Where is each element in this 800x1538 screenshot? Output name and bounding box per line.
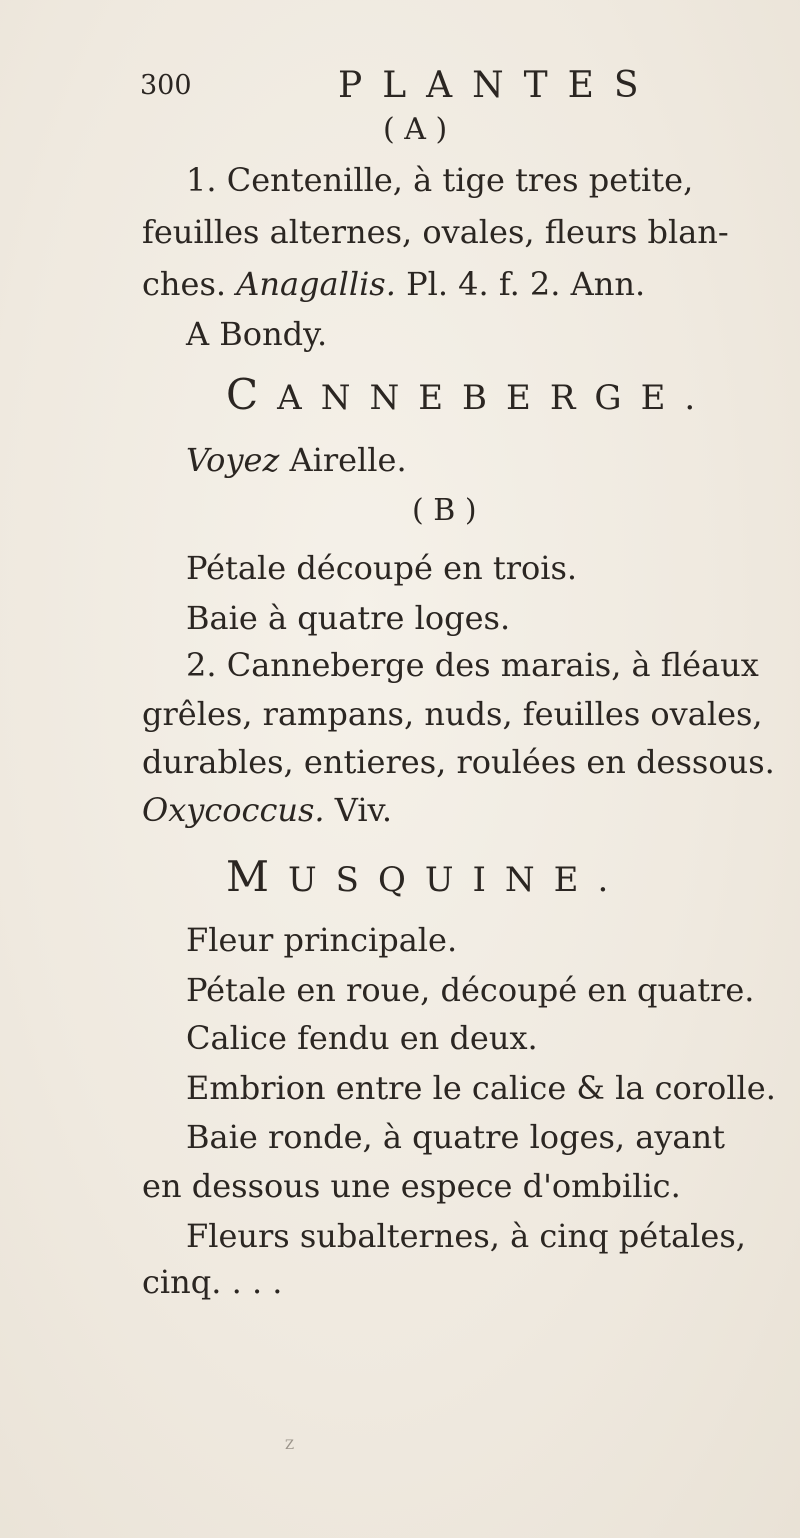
item1-line4: A Bondy. <box>186 315 328 353</box>
cross-reference: Voyez Airelle. <box>186 441 407 479</box>
item2-line4: Oxycoccus. Viv. <box>142 791 392 829</box>
section-heading-canneberge: CANNEBERGE. <box>226 370 715 419</box>
m-line5: Baie ronde, à quatre loges, ayant <box>186 1118 725 1156</box>
item1-line2: feuilles alternes, ovales, fleurs blan- <box>142 213 729 251</box>
m-line3: Calice fendu en deux. <box>186 1019 538 1057</box>
item2-line1: 2. Canneberge des marais, à fléaux <box>186 646 759 684</box>
b-line2: Baie à quatre loges. <box>186 599 511 637</box>
item1-line1: 1. Centenille, à tige tres petite, <box>186 161 694 199</box>
m-line2: Pétale en roue, découpé en quatre. <box>186 971 755 1009</box>
latin-name-oxycoccus: Oxycoccus. <box>142 791 325 829</box>
m-line4: Embrion entre le calice & la corolle. <box>186 1069 776 1107</box>
m-line6: en dessous une espece d'ombilic. <box>142 1167 681 1205</box>
item1-line3: ches. Anagallis. Pl. 4. f. 2. Ann. <box>142 265 646 303</box>
item2-line2: grêles, rampans, nuds, feuilles ovales, <box>142 695 763 733</box>
m-line8: cinq. . . . <box>142 1263 283 1301</box>
running-head: PLANTES <box>338 65 659 106</box>
item2-line3: durables, entieres, roulées en dessous. <box>142 743 775 781</box>
m-line1: Fleur principale. <box>186 921 458 959</box>
b-line1: Pétale découpé en trois. <box>186 549 578 587</box>
latin-name-anagallis: Anagallis. <box>236 265 396 303</box>
signature-mark: Z <box>285 1438 295 1453</box>
m-line7: Fleurs subalternes, à cinq pétales, <box>186 1217 746 1255</box>
subsection-b: ( B ) <box>412 493 477 528</box>
subsection-a: ( A ) <box>383 112 448 147</box>
section-heading-musquine: MUSQUINE. <box>226 852 628 901</box>
page-number: 300 <box>140 70 192 101</box>
